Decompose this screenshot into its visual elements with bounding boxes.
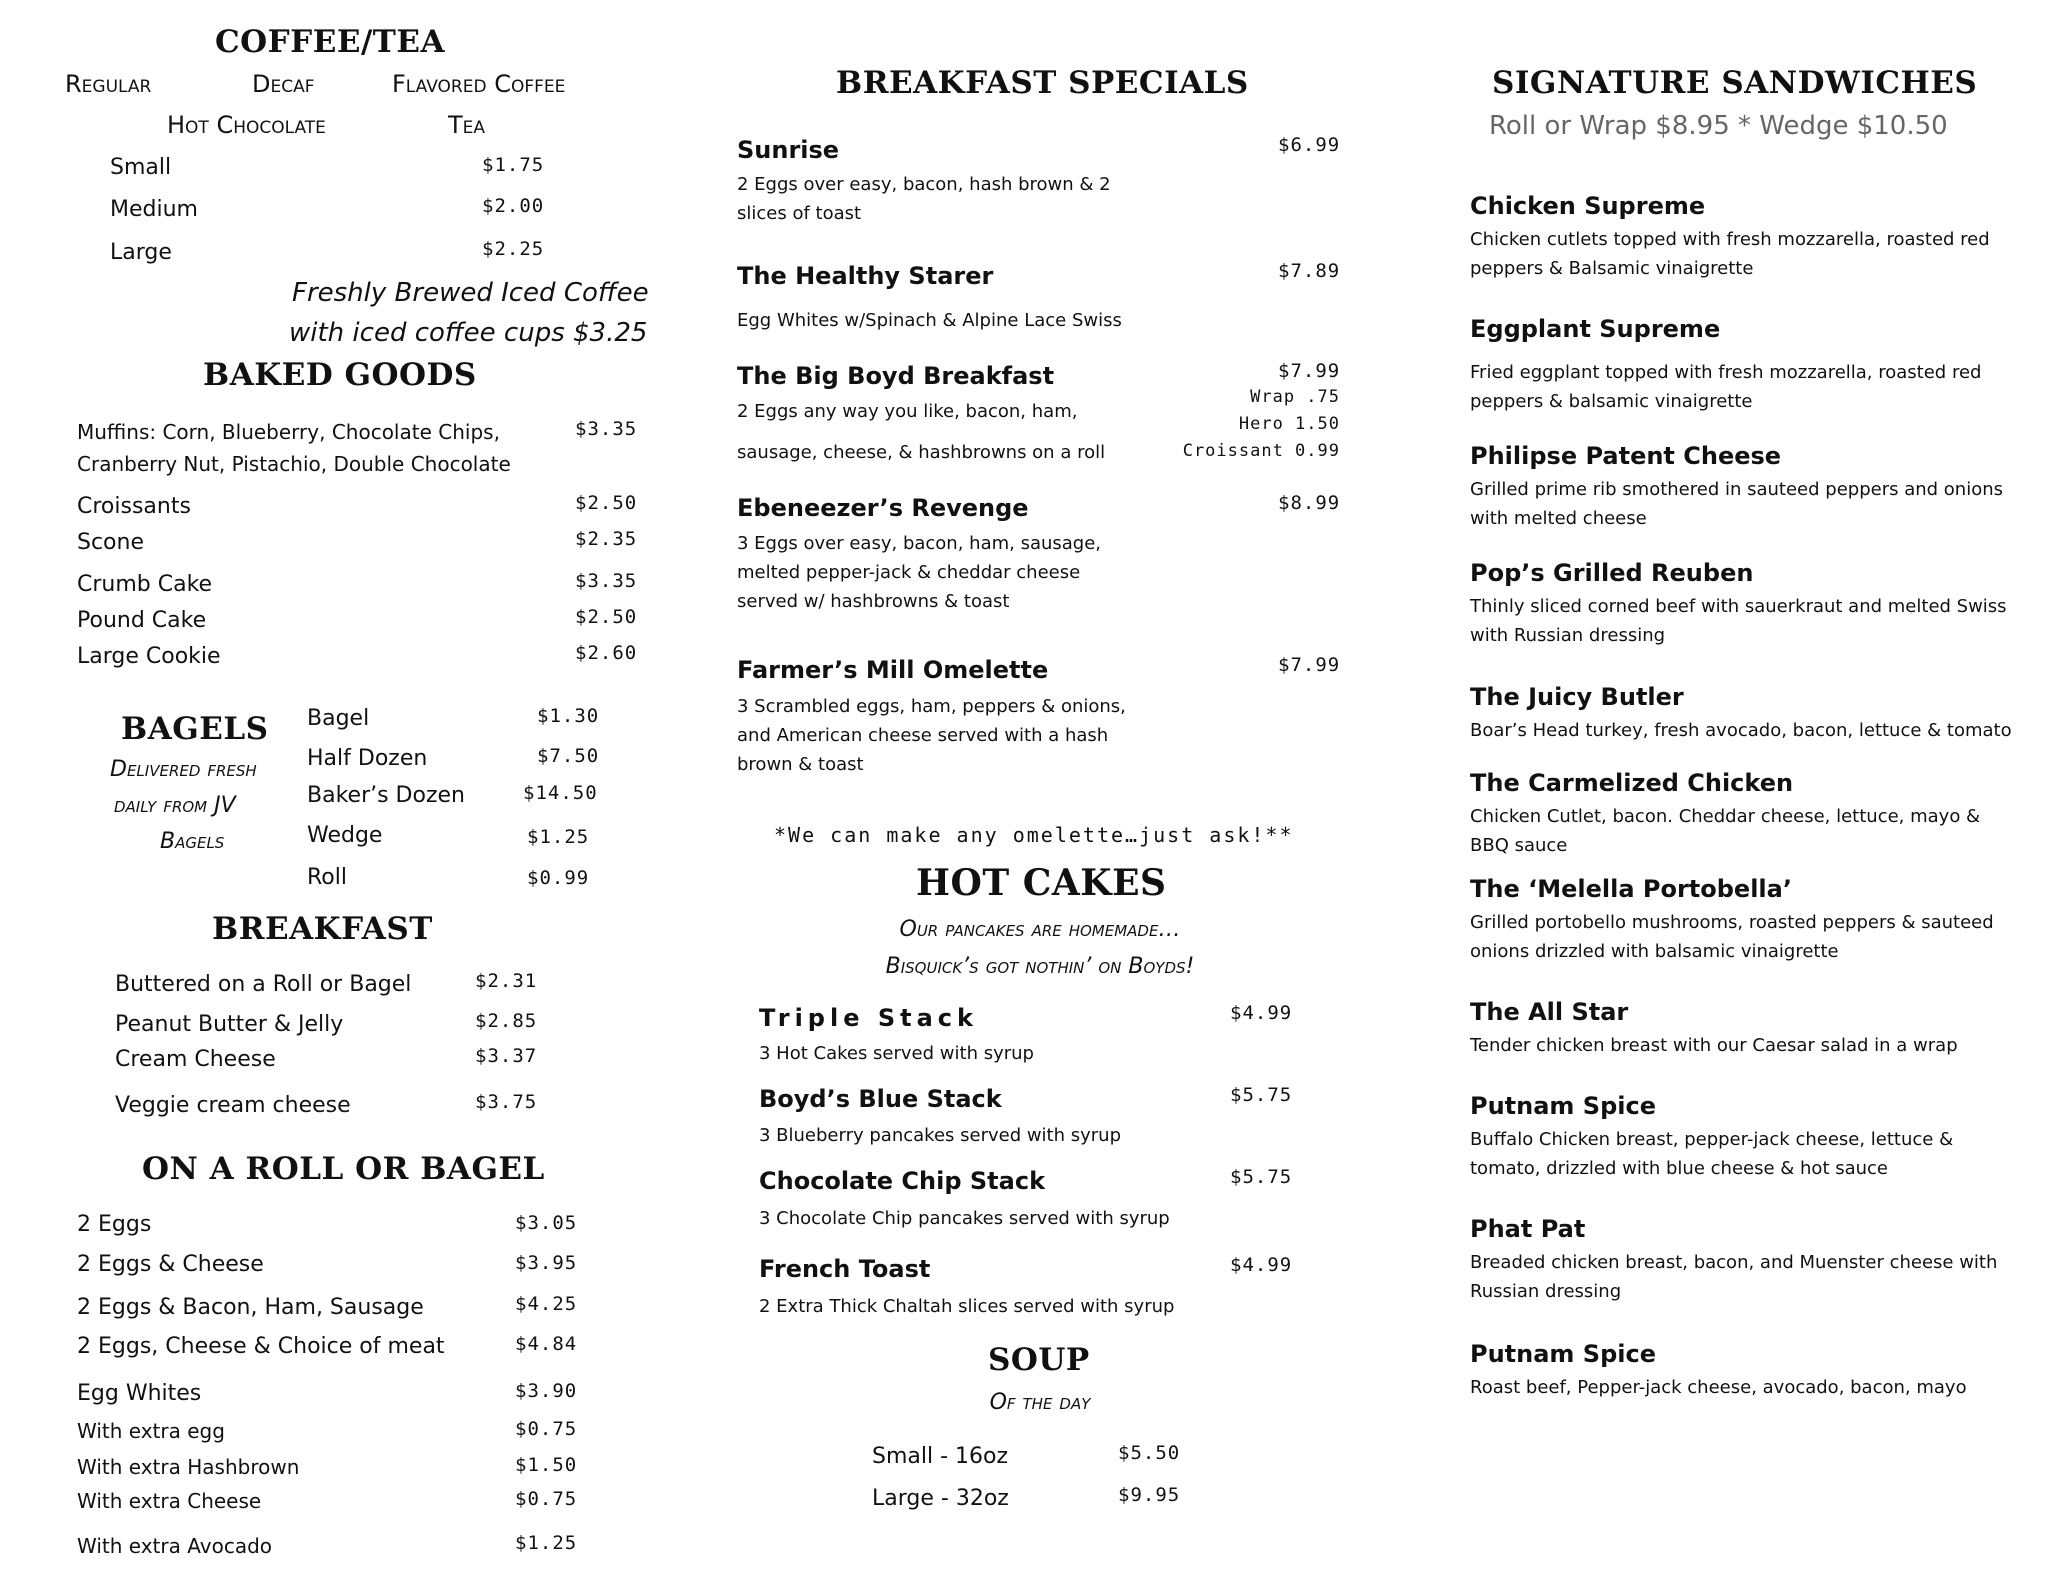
special-addon: Hero 1.50 <box>1238 414 1340 434</box>
baked-item-price: $2.50 <box>575 492 638 514</box>
special-desc: 2 Eggs over easy, bacon, hash brown & 2 slices of toast <box>737 174 1111 224</box>
roll-item-name: With extra Hashbrown <box>77 1455 300 1479</box>
roll-item-price: $3.05 <box>515 1212 578 1234</box>
baked-item-price: $3.35 <box>575 570 638 592</box>
special-desc: Egg Whites w/Spinach & Alpine Lace Swiss <box>737 310 1122 331</box>
breakfast-item-name: Cream Cheese <box>115 1047 276 1072</box>
special-desc-line-2: sausage, cheese, & hashbrowns on a roll <box>737 442 1106 463</box>
roll-item-price: $4.25 <box>515 1293 578 1315</box>
baked-item-price: $2.60 <box>575 642 638 664</box>
sandwich-name: The All Star <box>1470 998 1629 1026</box>
coffee-tea-heading: COFFEE/TEA <box>215 24 446 60</box>
special-desc: 3 Eggs over easy, bacon, ham, sausage, melted pepper-jack & cheddar cheese served w/ hashbrowns & toast <box>737 533 1102 612</box>
hotcake-name: French Toast <box>759 1255 931 1283</box>
breakfast-item-name: Veggie cream cheese <box>115 1093 351 1118</box>
baked-item-name: Croissants <box>77 494 191 519</box>
hot-cakes-heading: HOT CAKES <box>916 862 1167 904</box>
hot-cakes-sub-line-1: Our pancakes are homemade… <box>899 917 1181 942</box>
coffee-size-name: Medium <box>110 197 198 222</box>
roll-item-name: 2 Eggs & Cheese <box>77 1252 264 1277</box>
hotcake-desc: 3 Blueberry pancakes served with syrup <box>759 1125 1122 1146</box>
baked-item-price: $2.50 <box>575 606 638 628</box>
special-addon: Wrap .75 <box>1250 387 1340 407</box>
special-name: Ebeneezer’s Revenge <box>737 494 1029 522</box>
sandwich-desc: Boar’s Head turkey, fresh avocado, bacon, lettuce & tomato <box>1470 720 2012 741</box>
coffee-size-price: $1.75 <box>482 154 545 176</box>
baked-item-price: $2.35 <box>575 528 638 550</box>
sandwiches-pricing: Roll or Wrap $8.95 * Wedge $10.50 <box>1489 111 1948 141</box>
coffee-type-flavored: Flavored Coffee <box>392 70 566 98</box>
bagel-item-price: $1.25 <box>527 826 590 848</box>
muffins-line-2: Cranberry Nut, Pistachio, Double Chocolate <box>77 452 511 476</box>
hotcake-price: $4.99 <box>1230 1254 1293 1276</box>
coffee-size-price: $2.00 <box>482 195 545 217</box>
bagel-item-name: Bagel <box>307 706 370 731</box>
bagels-sub-line-2: daily from JV <box>114 793 236 818</box>
coffee-size-name: Large <box>110 240 172 265</box>
soup-item-price: $5.50 <box>1118 1442 1181 1464</box>
soup-heading: SOUP <box>988 1342 1090 1378</box>
breakfast-specials-heading: BREAKFAST SPECIALS <box>836 65 1249 101</box>
roll-item-name: With extra Cheese <box>77 1489 262 1513</box>
breakfast-heading: BREAKFAST <box>212 911 433 947</box>
breakfast-item-name: Buttered on a Roll or Bagel <box>115 972 412 997</box>
muffins-line-1: Muffins: Corn, Blueberry, Chocolate Chips, <box>77 420 500 444</box>
special-name: Farmer’s Mill Omelette <box>737 656 1049 684</box>
bagels-sub-line-3: Bagels <box>160 829 225 854</box>
roll-item-price: $0.75 <box>515 1418 578 1440</box>
sandwich-desc: Chicken cutlets topped with fresh mozzarella, roasted red peppers & Balsamic vinaigrette <box>1470 229 1990 279</box>
special-price: $8.99 <box>1278 492 1341 514</box>
bagel-item-price: $1.30 <box>537 705 600 727</box>
sandwich-desc: Fried eggplant topped with fresh mozzarella, roasted red peppers & balsamic vinaigrette <box>1470 362 1982 412</box>
roll-item-price: $4.84 <box>515 1333 578 1355</box>
bagel-item-name: Roll <box>307 865 347 890</box>
roll-bagel-heading: ON A ROLL OR BAGEL <box>142 1151 545 1187</box>
sandwich-name: Pop’s Grilled Reuben <box>1470 559 1754 587</box>
bagel-item-name: Baker’s Dozen <box>307 783 465 808</box>
baked-item-name: Large Cookie <box>77 644 221 669</box>
sandwich-desc: Grilled prime rib smothered in sauteed peppers and onions with melted cheese <box>1470 479 2004 529</box>
special-addon: Croissant 0.99 <box>1182 441 1340 461</box>
hot-cakes-sub-line-2: Bisquick’s got nothin’ on Boyds! <box>885 954 1195 979</box>
hotcake-name: Chocolate Chip Stack <box>759 1167 1046 1195</box>
hotcake-price: $4.99 <box>1230 1002 1293 1024</box>
roll-item-price: $1.25 <box>515 1532 578 1554</box>
sandwich-desc: Tender chicken breast with our Caesar salad in a wrap <box>1470 1035 1958 1056</box>
hotcake-desc: 3 Chocolate Chip pancakes served with syrup <box>759 1208 1170 1229</box>
hotcake-desc: 2 Extra Thick Chaltah slices served with syrup <box>759 1296 1175 1317</box>
sandwich-name: The Juicy Butler <box>1470 683 1684 711</box>
special-price: $7.99 <box>1278 654 1341 676</box>
bagel-item-price: $0.99 <box>527 867 590 889</box>
special-name: The Healthy Starer <box>737 262 994 290</box>
baked-goods-heading: BAKED GOODS <box>203 357 477 393</box>
bagel-item-price: $14.50 <box>523 782 598 804</box>
soup-item-name: Large - 32oz <box>872 1486 1009 1511</box>
roll-item-name: 2 Eggs <box>77 1212 152 1237</box>
bagels-sub-line-1: Delivered fresh <box>110 757 257 782</box>
special-price: $7.99 <box>1278 360 1341 382</box>
signature-sandwiches-heading: SIGNATURE SANDWICHES <box>1492 65 1978 101</box>
hotcake-name: Boyd’s Blue Stack <box>759 1085 1002 1113</box>
special-name: Sunrise <box>737 136 840 164</box>
roll-item-name: 2 Eggs & Bacon, Ham, Sausage <box>77 1295 424 1320</box>
sandwich-name: Philipse Patent Cheese <box>1470 442 1782 470</box>
sandwich-desc: Thinly sliced corned beef with sauerkraut and melted Swiss with Russian dressing <box>1470 596 2007 646</box>
roll-item-name: 2 Eggs, Cheese & Choice of meat <box>77 1334 445 1359</box>
bagel-item-price: $7.50 <box>537 745 600 767</box>
roll-item-name: Egg Whites <box>77 1381 202 1406</box>
hotcake-price: $5.75 <box>1230 1084 1293 1106</box>
hotcake-desc: 3 Hot Cakes served with syrup <box>759 1043 1034 1064</box>
baked-item-name: Pound Cake <box>77 608 207 633</box>
baked-item-name: Crumb Cake <box>77 572 213 597</box>
breakfast-item-price: $2.85 <box>475 1010 538 1032</box>
coffee-type-decaf: Decaf <box>252 70 315 98</box>
sandwich-name: Putnam Spice <box>1470 1092 1656 1120</box>
sandwich-desc: Roast beef, Pepper-jack cheese, avocado, bacon, mayo <box>1470 1377 1967 1398</box>
coffee-size-name: Small <box>110 155 172 180</box>
bagels-heading: BAGELS <box>121 711 269 747</box>
iced-coffee-line-1: Freshly Brewed Iced Coffee <box>292 278 649 308</box>
breakfast-item-price: $3.75 <box>475 1091 538 1113</box>
coffee-type-regular: Regular <box>65 70 152 98</box>
soup-item-name: Small - 16oz <box>872 1444 1009 1469</box>
roll-item-name: With extra Avocado <box>77 1534 272 1558</box>
muffins-price: $3.35 <box>575 418 638 440</box>
coffee-type-hot-chocolate: Hot Chocolate <box>167 111 326 139</box>
omelette-note: *We can make any omelette…just ask!** <box>774 823 1294 847</box>
coffee-size-price: $2.25 <box>482 238 545 260</box>
sandwich-name: Phat Pat <box>1470 1215 1586 1243</box>
roll-item-price: $3.90 <box>515 1380 578 1402</box>
roll-item-price: $1.50 <box>515 1454 578 1476</box>
hotcake-price: $5.75 <box>1230 1166 1293 1188</box>
sandwich-name: Eggplant Supreme <box>1470 315 1721 343</box>
soup-sub: Of the day <box>989 1390 1091 1415</box>
sandwich-name: The ‘Melella Portobella’ <box>1470 875 1792 903</box>
sandwich-desc: Chicken Cutlet, bacon. Cheddar cheese, lettuce, mayo & BBQ sauce <box>1470 806 1981 856</box>
breakfast-item-price: $3.37 <box>475 1045 538 1067</box>
breakfast-item-name: Peanut Butter & Jelly <box>115 1012 344 1037</box>
roll-item-price: $3.95 <box>515 1252 578 1274</box>
sandwich-name: Chicken Supreme <box>1470 192 1706 220</box>
special-name: The Big Boyd Breakfast <box>737 362 1055 390</box>
bagel-item-name: Wedge <box>307 823 383 848</box>
hotcake-name: Triple Stack <box>759 1004 978 1032</box>
roll-item-name: With extra egg <box>77 1419 225 1443</box>
bagel-item-name: Half Dozen <box>307 746 428 771</box>
iced-coffee-line-2: with iced coffee cups $3.25 <box>289 318 648 348</box>
sandwich-desc: Buffalo Chicken breast, pepper-jack cheese, lettuce & tomato, drizzled with blue cheese & hot sauce <box>1470 1129 1954 1179</box>
sandwich-desc: Breaded chicken breast, bacon, and Muenster cheese with Russian dressing <box>1470 1252 1998 1302</box>
sandwich-name: Putnam Spice <box>1470 1340 1656 1368</box>
special-price: $7.89 <box>1278 260 1341 282</box>
roll-item-price: $0.75 <box>515 1488 578 1510</box>
special-desc-line-1: 2 Eggs any way you like, bacon, ham, <box>737 401 1078 422</box>
coffee-type-tea: Tea <box>448 111 486 139</box>
soup-item-price: $9.95 <box>1118 1484 1181 1506</box>
baked-item-name: Scone <box>77 530 144 555</box>
special-desc: 3 Scrambled eggs, ham, peppers & onions, and American cheese served with a hash brown & toast <box>737 696 1126 775</box>
sandwich-name: The Carmelized Chicken <box>1470 769 1794 797</box>
breakfast-item-price: $2.31 <box>475 970 538 992</box>
special-price: $6.99 <box>1278 134 1341 156</box>
sandwich-desc: Grilled portobello mushrooms, roasted peppers & sauteed onions drizzled with balsamic vinaigrette <box>1470 912 1994 962</box>
